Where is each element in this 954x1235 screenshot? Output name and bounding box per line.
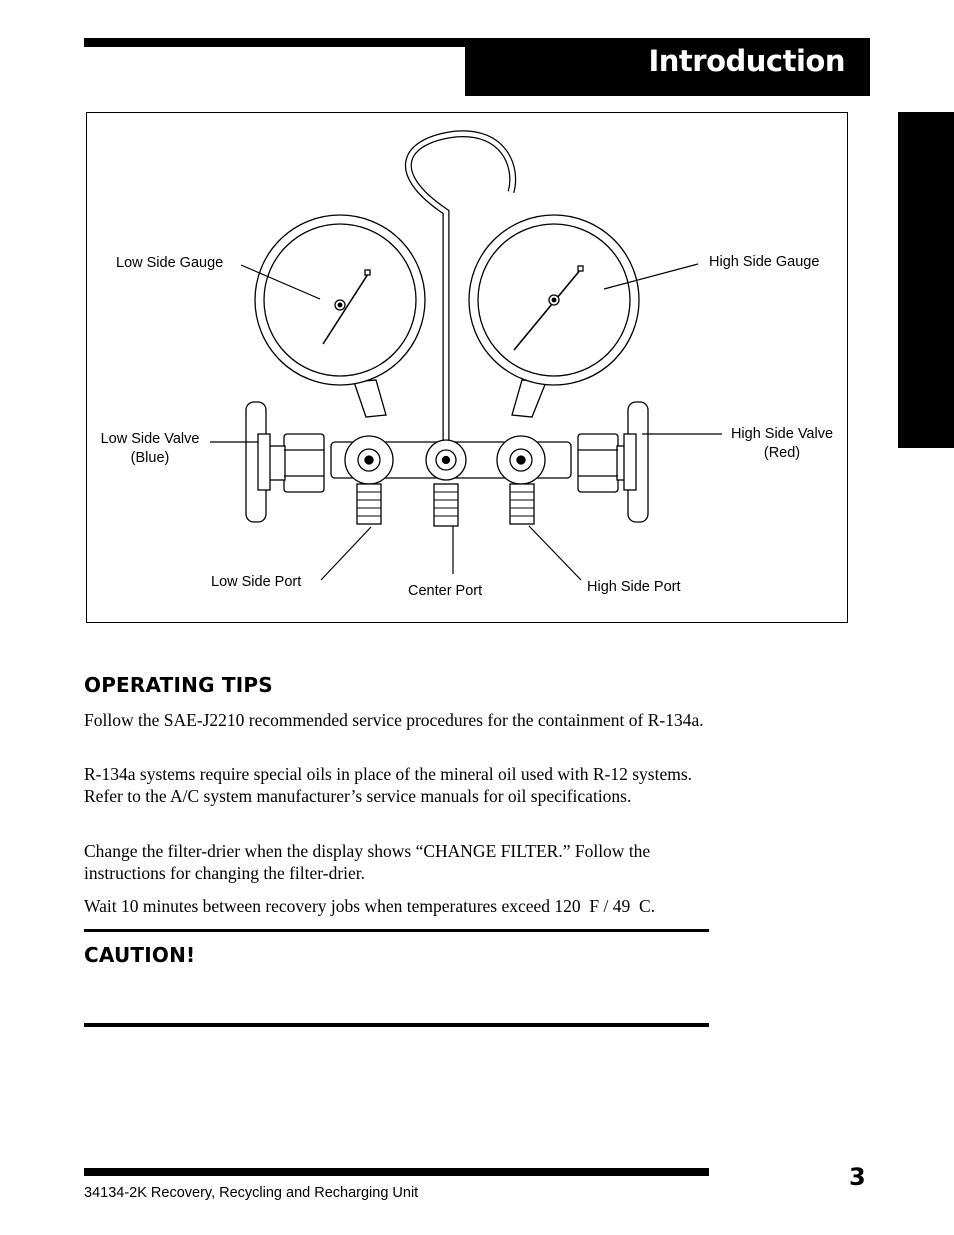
footer-rule (84, 1168, 709, 1176)
high-side-valve-label: High Side Valve (730, 426, 834, 442)
tip-paragraph: R-134a systems require special oils in place of the mineral oil used with R-12 systems. Refer to the A/C system manufacturer’s service manuals for oil specifications. (84, 764, 693, 806)
tip-paragraph: Change the filter-drier when the display shows “CHANGE FILTER.” Follow the instructions for changing the filter-drier. (84, 841, 651, 883)
footer-text: 34134-2K Recovery, Recycling and Recharging Unit (84, 1185, 419, 1201)
page-number: 3 (849, 1163, 866, 1191)
high-side-port-label: High Side Port (587, 579, 681, 595)
tip-paragraph: Follow the SAE-J2210 recommended service procedures for the containment of R-134a. (84, 710, 704, 730)
caution-bottom-rule (84, 1023, 709, 1027)
tip-paragraph: Wait 10 minutes between recovery jobs when temperatures exceed 120 F / 49 C. (84, 896, 656, 916)
operating-tips-heading: OPERATING TIPS (84, 673, 273, 697)
high-side-valve-color-label: (Red) (763, 445, 801, 461)
page-title: Introduction (648, 44, 845, 78)
low-side-valve-color-label: (Blue) (130, 450, 170, 466)
low-side-gauge-label: Low Side Gauge (116, 255, 224, 271)
center-port-label: Center Port (408, 583, 483, 599)
caution-top-rule (84, 929, 709, 932)
low-side-port-label: Low Side Port (211, 574, 302, 590)
manifold-gauge-diagram (86, 112, 848, 623)
section-tab (898, 112, 954, 448)
high-side-gauge-label: High Side Gauge (709, 254, 820, 270)
low-side-valve-label: Low Side Valve (100, 431, 200, 447)
caution-heading: CAUTION! (84, 943, 196, 967)
